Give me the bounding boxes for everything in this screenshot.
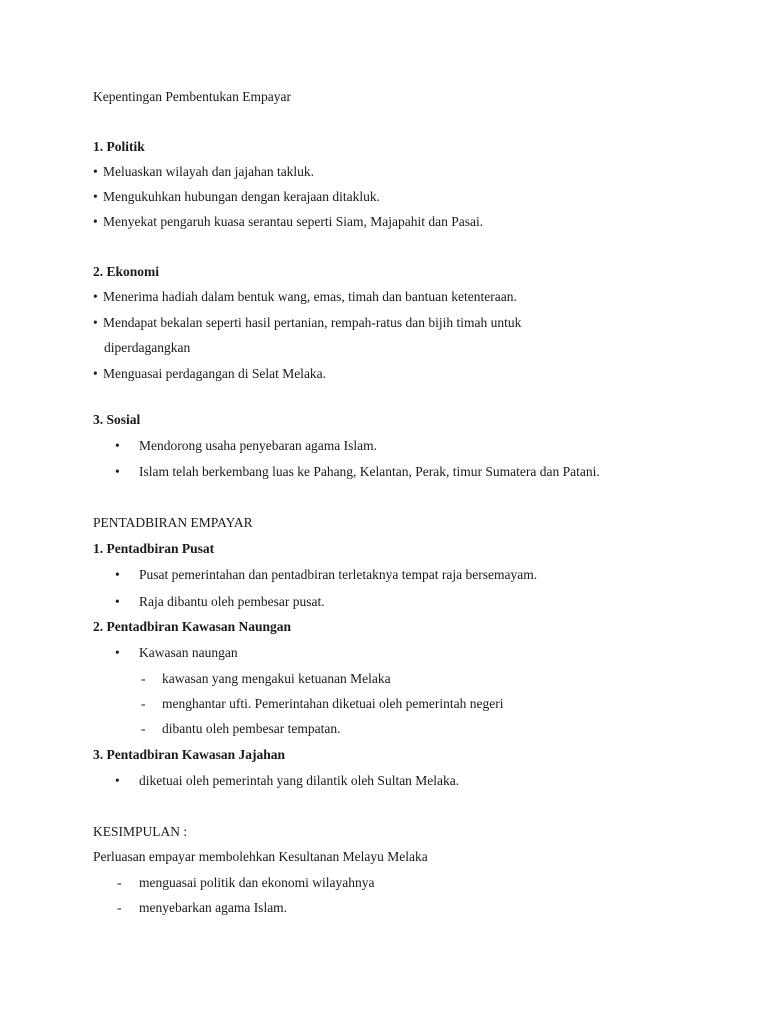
politik-item: Meluaskan wilayah dan jajahan takluk. — [103, 164, 315, 179]
bullet-icon: • — [115, 645, 120, 660]
dash-icon: - — [141, 721, 146, 736]
dash-icon: - — [117, 900, 122, 915]
kesimpulan-item: menyebarkan agama Islam. — [139, 900, 288, 915]
naungan-subitem: dibantu oleh pembesar tempatan. — [162, 721, 341, 736]
pentadbiran-heading: PENTADBIRAN EMPAYAR — [93, 515, 253, 530]
bullet-icon: • — [115, 594, 120, 609]
ekonomi-item: Menguasai perdagangan di Selat Melaka. — [103, 366, 327, 381]
sosial-item: Mendorong usaha penyebaran agama Islam. — [139, 438, 378, 453]
politik-item: Mengukuhkan hubungan dengan kerajaan ditakluk. — [103, 189, 381, 204]
pentadbiran-jajahan-heading: 3. Pentadbiran Kawasan Jajahan — [93, 747, 286, 762]
bullet-icon: • — [115, 464, 120, 479]
jajahan-item: diketuai oleh pemerintah yang dilantik oleh Sultan Melaka. — [139, 773, 460, 788]
bullet-icon: • — [93, 214, 98, 229]
politik-heading: 1. Politik — [93, 139, 145, 154]
sosial-heading: 3. Sosial — [93, 412, 141, 427]
bullet-icon: • — [115, 773, 120, 788]
bullet-icon: • — [93, 315, 98, 330]
ekonomi-item-continuation: diperdagangkan — [104, 340, 191, 355]
bullet-icon: • — [93, 366, 98, 381]
pusat-item: Raja dibantu oleh pembesar pusat. — [139, 594, 325, 609]
ekonomi-heading: 2. Ekonomi — [93, 264, 160, 279]
bullet-icon: • — [115, 438, 120, 453]
bullet-icon: • — [93, 289, 98, 304]
naungan-subitem: kawasan yang mengakui ketuanan Melaka — [162, 671, 391, 686]
kesimpulan-heading: KESIMPULAN : — [93, 824, 188, 839]
politik-item: Menyekat pengaruh kuasa serantau seperti Siam, Majapahit dan Pasai. — [103, 214, 484, 229]
ekonomi-item: Mendapat bekalan seperti hasil pertanian, rempah-ratus dan bijih timah untuk — [103, 315, 522, 330]
dash-icon: - — [117, 875, 122, 890]
naungan-subitem: menghantar ufti. Pemerintahan diketuai oleh pemerintah negeri — [162, 696, 504, 711]
pentadbiran-pusat-heading: 1. Pentadbiran Pusat — [93, 541, 215, 556]
document-title: Kepentingan Pembentukan Empayar — [93, 89, 291, 104]
bullet-icon: • — [93, 164, 98, 179]
bullet-icon: • — [115, 567, 120, 582]
dash-icon: - — [141, 696, 146, 711]
kesimpulan-item: menguasai politik dan ekonomi wilayahnya — [139, 875, 375, 890]
naungan-item: Kawasan naungan — [139, 645, 238, 660]
bullet-icon: • — [93, 189, 98, 204]
pentadbiran-naungan-heading: 2. Pentadbiran Kawasan Naungan — [93, 619, 292, 634]
kesimpulan-intro: Perluasan empayar membolehkan Kesultanan Melayu Melaka — [93, 849, 428, 864]
sosial-item: Islam telah berkembang luas ke Pahang, Kelantan, Perak, timur Sumatera dan Patani. — [139, 464, 600, 479]
ekonomi-item: Menerima hadiah dalam bentuk wang, emas, timah dan bantuan ketenteraan. — [103, 289, 517, 304]
pusat-item: Pusat pemerintahan dan pentadbiran terletaknya tempat raja bersemayam. — [139, 567, 538, 582]
dash-icon: - — [141, 671, 146, 686]
